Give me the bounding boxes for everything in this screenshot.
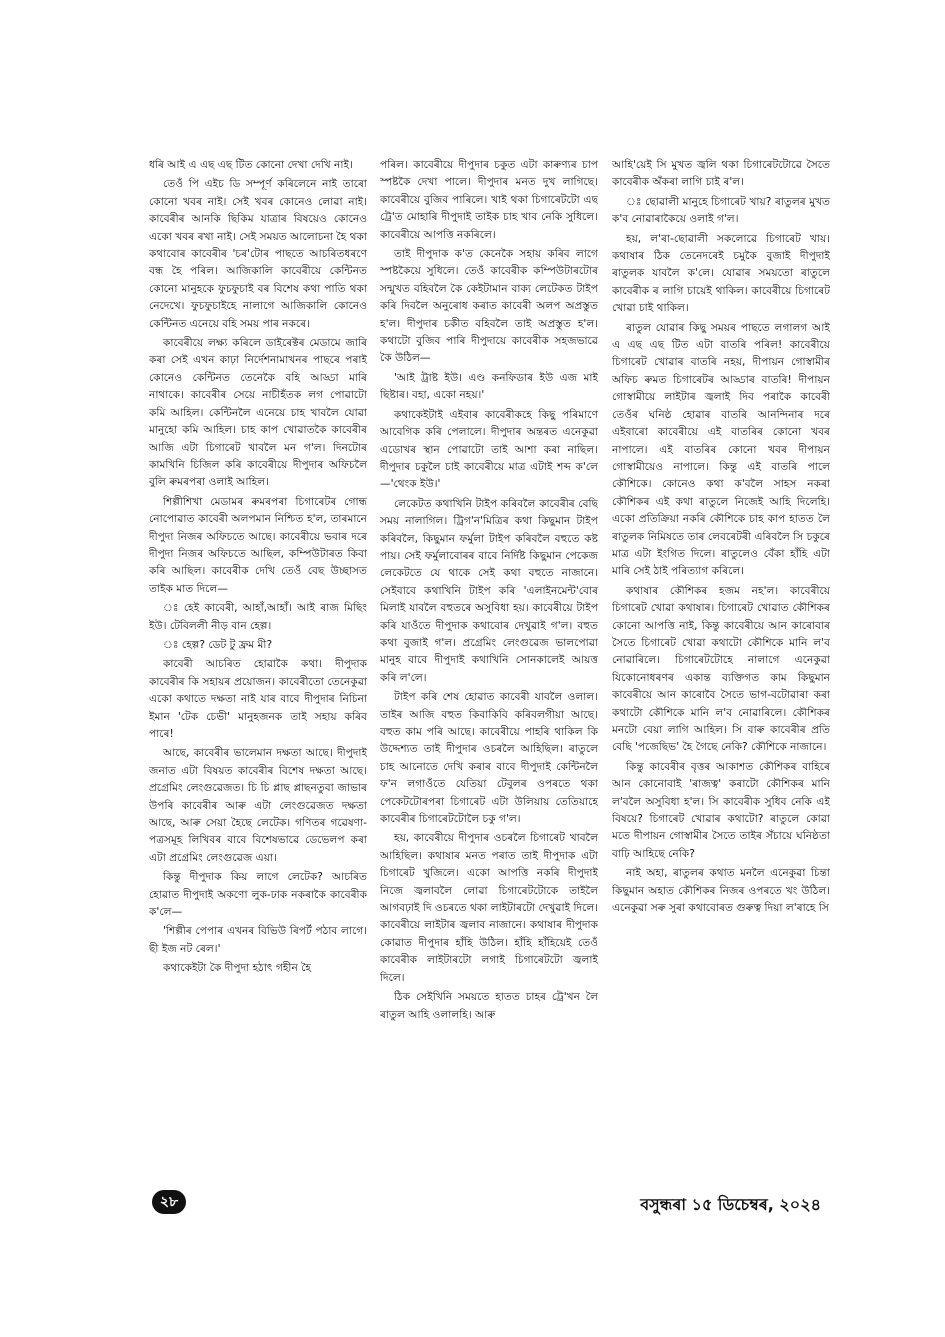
paragraph: তেওঁ পি এইচ ডি সম্পূৰ্ণ কৰিলেনে নাই তাৰো কোনো খবৰ নাই। সেই খবৰ কোনেও লোৱা নাই। কাবেৰীৰ আনকি ছিকিম যাত্ৰাৰ বিষয়েও কোনেও একো খবৰ ৰখা নাই। সেই সময়ত আলোচনা হৈ থকা কথাবোৰ কাবেৰীৰ 'চৰ'টোৰ পাছতে আচৰিতধৰণে বন্ধ হৈ পৰিল। আজিকালি কাবেৰীয়ে কেন্টিনত কোনো মানুহকে ফুচফুচাই বৰ বিশেষ কথা পাতি থকা নেদেখে। ফুচফুচাইহে নালাগে আজিকালি কোনেও কেন্টিনত এনেয়ে বহি সময় পাৰ নকৰে।	[149, 178, 367, 330]
paragraph: ধৰি আই এ এছ এছ টিত কোনো দেখা দেখি নাই।	[149, 159, 353, 171]
paragraph: শিল্পীশিখা মেডামৰ ৰুমৰপৰা চিগাৰেটৰ গোন্ধ নোপোৱাত কাবেৰী অলপমান নিশ্চিত হ'ল, তাৰমানে দীপুদা নিজৰ অফিচতে আছে। কাবেৰীয়ে ভবাৰ দৰে দীপুদা নিজৰ অফিচতে আছিল, কম্পিউটাৰত কিবা কৰি আছিল। কাবেৰীক দেখি তেওঁ বেছ উচ্ছাসত তাইক মাত দিলে—	[149, 495, 367, 595]
paragraph: কিন্তু কাবেৰীৰ বৃত্তৰ আকাশত কৌশিকৰ বাহিৰে আন কোনোবাই 'ৰাজত্ব' কৰাটো কৌশিকৰ মানি ল'বলৈ অসুবিধা হ'ল। সি কাবেৰীক সুধিব নেকি এই বিষয়ে? চিগাৰেট খোৱাৰ কথাটো? ৰাতুলে কোৱা মতে দীপায়ন গোস্বামীৰ সৈতে তাইৰ সঁচায়ে ঘনিষ্ঠতা বাঢ়ি আহিছে নেকি?	[612, 760, 830, 860]
article-column-2	[380, 157, 598, 1182]
paragraph: পৰিল। কাবেৰীয়ে দীপুদাৰ চকুত এটা কাৰুণ্যৰ চাপ স্পষ্টকৈ দেখা পালে। দীপুদাৰ মনত দুখ লাগিছে। কাবেৰীয়ে বুজিব পাৰিলে। খাই থকা চিগাৰেটটো এছ ট্ৰে'ত মোহাৰি দীপুদাই তাইক চাহ খাব নেকি সুধিলে। কাবেৰীয়ে আপত্তি নকৰিলে।	[380, 159, 598, 241]
issue-date: ১৫ ডিচেম্বৰ, ২০২৪	[691, 1195, 821, 1214]
paragraph: টাইপ কৰি শেষ হোৱাত কাবেৰী যাবলৈ ওলাল। তাইৰ আজি বহুত কিবাকিবি কৰিবলগীয়া আছে। বহুত কাম পৰি আছে। কাবেৰীয়ে পাহৰি থাকিল কি উদ্দেশ্যত তাই দীপুদাৰ ওচৰলৈ আহিছিল। ৰাতুলে চাহ আনোতে দেখি কৰাৰ বাবে দীপুদাই কেন্টিনলৈ ফ'ন লগাওঁতে যেতিয়া টেবুলৰ ওপৰতে থকা পেকেটটোৰপৰা চিগাৰেট এটা উলিয়ায় তেতিয়াহে কাবেৰীৰ চিগাৰেটটোলৈ চকু গ'ল।	[380, 691, 598, 826]
paragraph: ঃ ছোৱালী মানুহে চিগাৰেট খায়? ৰাতুলৰ মুখত ক'ব নোৱাৰাকৈয়ে ওলাই গ'ল।	[612, 195, 830, 226]
paragraph: কথাকেইটা কৈ দীপুদা হঠাৎ গহীন হৈ	[163, 962, 311, 975]
paragraph: হয়, কাবেৰীয়ে দীপুদাৰ ওচৰলৈ চিগাৰেট খাবলৈ আহিছিল। কথাষাৰ মনত পৰাত তাই দীপুদাক এটা চিগাৰেট খুজিলে। একো আপত্তি নকৰি দীপুদাই নিজে জ্বলাবলৈ লোৱা চিগাৰেটটোকে তাইলৈ আগবঢ়াই দি ওচৰতে থকা লাইটাৰটো দেখুৱাই দিলে। কাবেৰীয়ে লাইটাৰ জ্বলাব নাজানে। কথাষাৰ দীপুদাক কোৱাত দীপুদাৰ হাঁহি উঠিল। হাঁহি হাঁহিয়েই তেওঁ কাবেৰীক লাইটাৰটো লগাই চিগাৰেটটো জ্বলাই দিলে।	[380, 832, 598, 984]
paragraph: ঃ হেল্প? ডেট টু ফ্ৰম মী?	[163, 638, 273, 651]
paragraph: ৰাতুল যোৱাৰ কিছু সময়ৰ পাছতে লগালগ আই এ এছ এছ টিত এটা বাতৰি পৰিল! কাবেৰীয়ে চিগাৰেট খোৱাৰ বাতৰি নহয়, দীপায়ন গোস্বামীৰ অফিচ ৰুমত চিগাৰেটৰ আড্ডাৰ বাতৰি! দীপায়ন গোস্বামীয়ে লাইটাৰ জ্বলাই দিব পৰাকৈ কাবেৰী তেওঁৰ ঘনিষ্ঠ হোৱাৰ বাতৰি আনন্দিনাৰ দৰে এইবাৰো কাবেৰীয়ে এই বাতৰিৰ কোনো খবৰ নাপালে। এই বাতৰিৰ কোনো খবৰ দীপায়ন গোস্বামীয়েও নাপালে। কিন্তু এই বাতৰি পালে কৌশিকে। কোনেও কথা ক'বলৈ সাহস নকৰা কৌশিকৰ এই কথা ৰাতুলে নিজেই আহি দিলেহি। একো প্ৰতিক্ৰিয়া নকৰি কৌশিকে চাহ কাপ হাতত লৈ ৰাতুলক নিমিষতে তাৰ লেবৰেটৰী এৰিবলৈ সি চকুৰে মাত্ৰ এটা ইংগিত দিলে। ৰাতুলেও বেঁকা হাঁহি এটা মাৰি সেই ঠাই পৰিত্যাগ কৰিলে।	[612, 321, 830, 578]
magazine-name: বসুন্ধৰা	[640, 1195, 686, 1214]
paragraph: নাই অহা, ৰাতুলৰ কথাত মনলৈ এনেকুৱা চিন্তা কিছুমান অহাত কৌশিকৰ নিজৰ ওপৰতে খং উঠিল। এনেকুৱা সৰু সুৰা কথাবোৰত গুৰুত্ব দিয়া ল'ৰাহে সি	[612, 867, 830, 915]
paragraph: কিন্তু দীপুদাক কিয় লাগে লেটেক? আচৰিত হোৱাত দীপুদাই অকণো লুক-ঢাক নকৰাকৈ কাবেৰীক ক'লে—	[149, 871, 367, 919]
article-column-1	[149, 157, 367, 1182]
paragraph: কথাষাৰ কৌশিকৰ হজম নহ'ল। কাবেৰীয়ে চিগাৰেট খোৱা কথাষাৰ। চিগাৰেট খোৱাত কৌশিকৰ কোনো আপত্তি নাই, কিন্তু কাবেৰীয়ে আন কাৰোবাৰ সৈতে চিগাৰেট খোৱা কথাটো কৌশিকে মানি ল'ব নোৱাৰিলে। চিগাৰেটটোহে নালাগে এনেকুৱা যিকোনোধৰণৰ একান্ত ব্যক্তিগত কাম কিছুমান কাবেৰীয়ে আন কাৰোবৈ সৈতে ভাগ-বটোৱাৰা কৰা কথাটো কৌশিকে মানি ল'ব নোৱাৰিলে। কৌশিকৰ মনটো বেয়া লাগি আহিল। সি বাৰু কাবেৰীৰ প্ৰতি বেছি 'পজেছিভ' হৈ গৈছে নেকি? কৌশিকে নাজানে।	[612, 584, 830, 754]
paragraph: তাই দীপুদাক ক'ত কেনেকৈ সহায় কৰিব লাগে স্পষ্টকৈয়ে সুধিলে। তেওঁ কাবেৰীক কম্পিউটাৰটোৰ সন্মুখত বহিবলৈ কৈ কেইটামান বাক্য লেটেকত টাইপ কৰি দিবলৈ অনুৰোধ কৰাত কাবেৰী অলপ অপ্ৰস্তুত হ'ল। দীপুদাৰ চকীত বহিবলৈ তাই অপ্ৰস্তুত হ'ল। কথাটো বুজিব পাৰি দীপুদায়ে কাবেৰীক সহজভাৱে কৈ উঠিল—	[380, 248, 598, 365]
page-number-badge: ২৮	[152, 1190, 186, 1214]
article-column-3	[612, 157, 830, 1182]
paragraph: কাবেৰীয়ে লক্ষ্য কৰিলে ডাইৰেক্টৰ মেডামে জাৰি কৰা সেই এখন কাঢ়া নিৰ্দেশনামাখনৰ পাছৰে পৰাই কোনেও কেন্টিনত তেনেকৈ বহি আড্ডা মাৰি নাথাকে। কাবেৰীৰ সেয়ে নাচীহঁতক লগ পোৱাটো কমি আহিল। কেন্টিনলৈ এনেয়ে চাহ খাবলৈ যোৱা মানুহো কমি আহিল। চাহ কাপ খোৱাতকৈ কাবেৰীৰ আজি এটা চিগাৰেট খাবলৈ মন গ'ল। দিনটোৰ কামখিনি চিজিল কৰি কাবেৰীয়ে দীপুদাৰ অফিচলৈ বুলি ৰুমৰপৰা ওলাই আহিল।	[149, 337, 367, 489]
paragraph: ঠিক সেইখিনি সময়তে হাতত চাহৰ ট্ৰে'খন লৈ ৰাতুল আহি ওলালহি। আৰু	[380, 991, 598, 1021]
paragraph: 'আই ট্ৰাষ্ট ইউ। এণ্ড কনফিডাৰ ইউ এজ মাই ছিষ্টাৰ। বহা, একো নহয়।'	[380, 371, 598, 402]
paragraph: 'শিল্পীৰ পেপাৰ এখনৰ বিভিউ ৰিপৰ্ট পঠাব লাগে। ছী ইজ নট ৰেল।'	[149, 925, 367, 955]
paragraph: হয়, ল'ৰা-ছোৱালী সকলোৱে চিগাৰেট খায়। কথাষাৰ ঠিক তেনেদৰেই চমুকৈ বুজাই দীপুদাই ৰাতুলক যাবলৈ ক'লে। যোৱাৰ সময়তো ৰাতুলে কাবেৰীক ৰ লাগি চায়েই থাকিল। কাবেৰীয়ে চিগাৰেট খোৱা চাই থাকিল।	[612, 232, 830, 315]
paragraph: কাবেৰী আচৰিত হোৱাকৈ কথা। দীপুদাক কাবেৰীৰ কি সহায়ৰ প্ৰয়োজন। কাবেৰীতো তেনেকুৱা একো কথাতে দক্ষতা নাই যাৰ বাবে দীপুদাৰ নিচিনা ইমান 'টেক চেভী' মানুহজনক তাই সহায় কৰিব পাৰে!	[149, 658, 367, 740]
paragraph: আছে, কাবেৰীৰ ভালেমান দক্ষতা আছে। দীপুদাই জনাত এটা বিষয়ত কাবেৰীৰ বিশেষ দক্ষতা আছে। প্ৰগ্ৰেমিং লেংগুৱেজত। চি চি প্লাছ প্লাছনতুবা জাভাৰ উপৰি কাবেৰীৰ আৰু এটা লেংগুৱেজত দক্ষতা আছে, আৰু সেয়া হৈছে লেটেক। গণিতৰ গৱেষণা-পত্ৰসমূহ লিখিবৰ বাবে বিশেষভাৱে ডেভেলপ কৰা এটা প্ৰগ্ৰেমিং লেংগুৱেজ এয়া।	[149, 747, 367, 864]
paragraph: আহি'য়েই সি মুখত জ্বলি থকা চিগাৰেটটোৱে সৈতে কাবেৰীক অঁকৰা লাগি চাই ৰ'ল।	[612, 159, 830, 189]
paragraph: ঃ হেই কাবেৰী, আহাঁ,আহাঁ। আই ৰাজ মিছিং ইউ। টেবিললী নীড় বান হেল্প।	[149, 602, 367, 632]
footer-masthead	[640, 1192, 821, 1219]
paragraph: কথাকেইটাই এইবাৰ কাবেৰীকহে কিছু পৰিমাণে আবেগিক কৰি পেলালে। দীপুদাৰ অন্তৰত এনেকুৱা এডোখৰ স্থান পোৱাটো তাই আশা কৰা নাছিল। দীপুদাৰ চকুলৈ চাই কাবেৰীয়ে মাত্ৰ এটাই শব্দ ক'লে—'থেংক ইউ।'	[380, 408, 598, 491]
paragraph: লেকেটত কথাখিনি টাইপ কৰিবলৈ কাবেৰীৰ বেছি সময় নালাগিল। ট্ৰিগ'ন'মিত্ৰিৰ কথা কিছুমান টাইপ কৰিবলৈ, কিছুমান ফৰ্মুলা টাইপ কৰিবলৈ বহুতে কষ্ট পায়। সেই ফৰ্মুলাবোৰৰ বাবে নিৰ্দিষ্ট কিছুমান পেকেজ লেকেটতে যে থাকে সেই কথা বহুতে নাজানে। সেইবাবে কথাখিনি টাইপ কৰি 'এলাইনমেন্ট'বোৰ মিলাই যাবলৈ বহুতৰে অসুবিধা হয়। কাবেৰীয়ে টাইপ কৰি যাওঁতে দীপুদাক কথাবোৰ দেখুৱাই গ'ল। বহুত কথা বুজাই গ'ল। প্ৰগ্ৰেমিং লেংগুৱেজ ভালপোৱা মানুহ বাবে দীপুদাই কথাখিনি সোনকালেই আয়ত্ত কৰি ল'লে।	[380, 497, 598, 684]
